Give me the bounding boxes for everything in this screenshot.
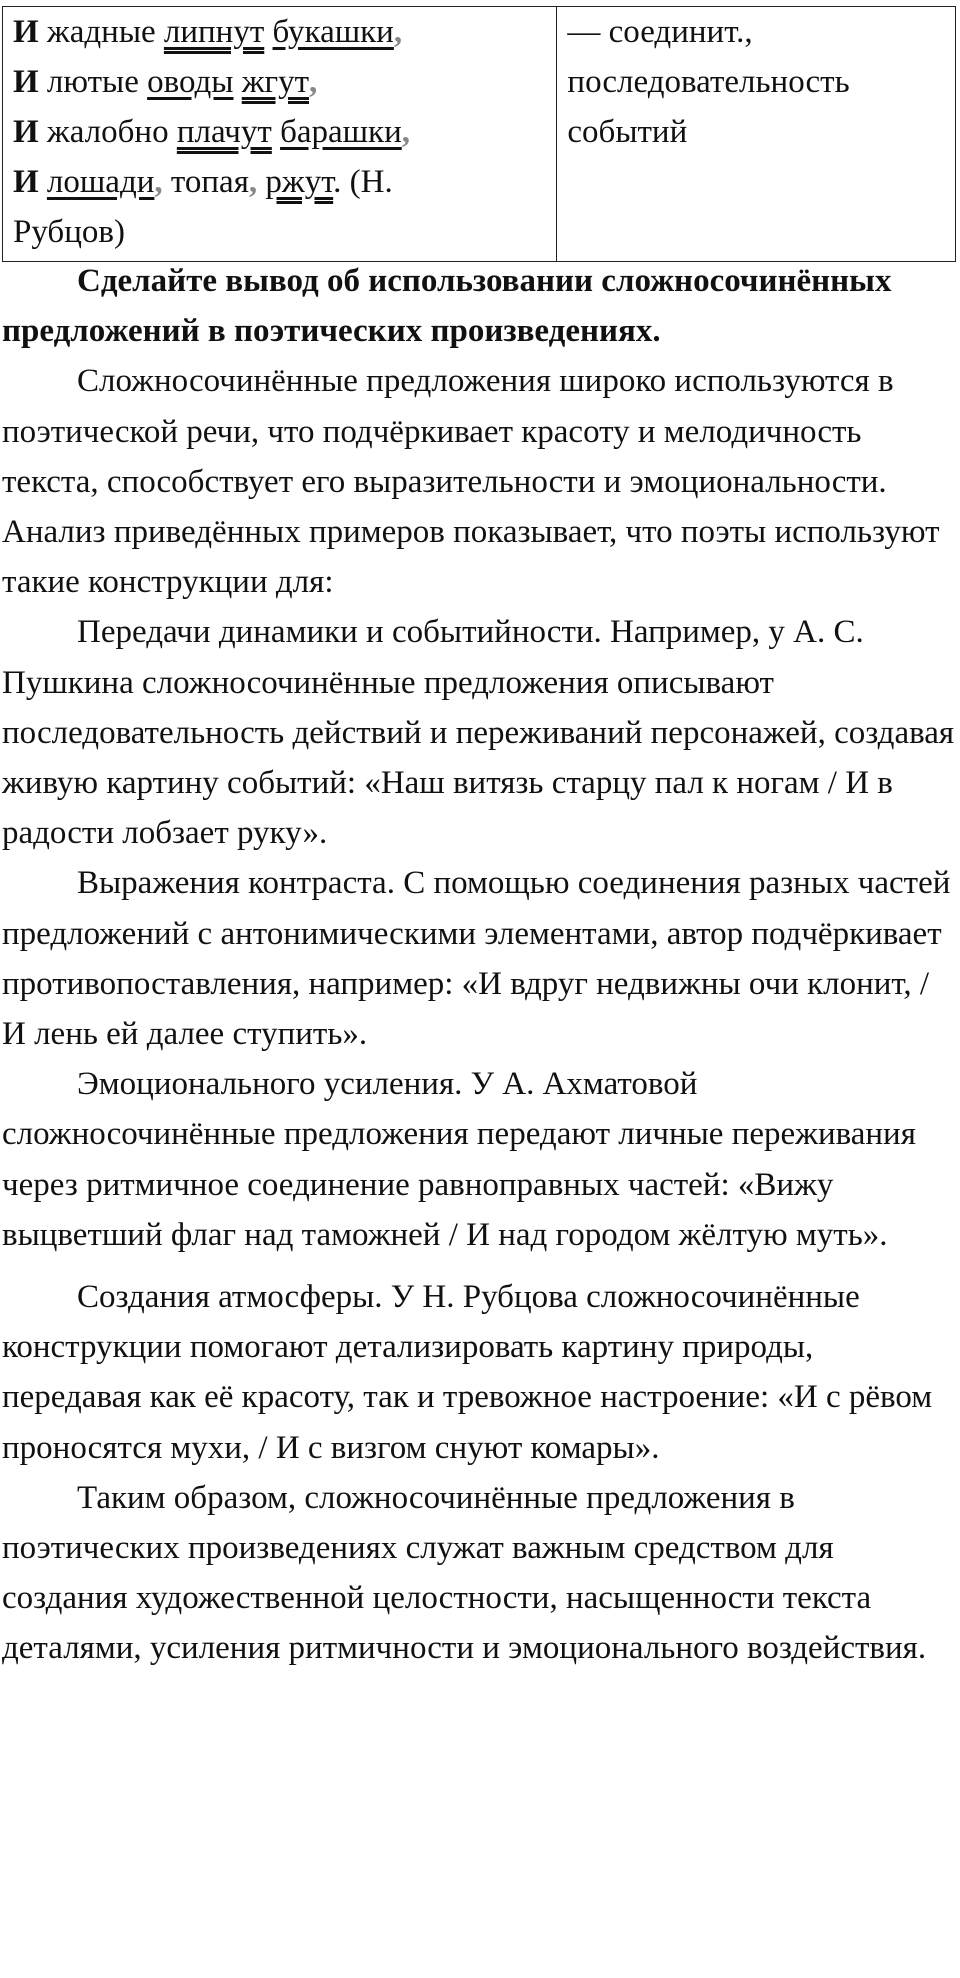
plain-text: Рубцов) <box>13 214 125 250</box>
conjunction-word: И <box>13 14 39 50</box>
comment-line: последовательность <box>567 64 850 100</box>
predicate-word: жгут <box>241 64 309 100</box>
poem-line <box>13 157 548 207</box>
predicate-word: ржут <box>265 164 334 200</box>
plain-text: жадные <box>38 14 164 50</box>
poem-cell <box>3 7 557 262</box>
plain-text <box>264 14 272 50</box>
task-heading: Сделайте вывод об использовании сложносочинённых предложений в поэтических произведениях. <box>2 263 892 350</box>
comma-mark: , <box>393 14 403 50</box>
subject-word: букашки <box>272 14 394 50</box>
plain-text <box>233 64 241 100</box>
poem-line <box>13 7 548 57</box>
comment-cell <box>557 7 956 262</box>
subject-word: оводы <box>147 64 234 100</box>
comment-line: — соединит., <box>567 14 753 50</box>
poem-line <box>13 207 548 257</box>
plain-text <box>272 114 280 150</box>
plain-text: топая <box>162 164 249 200</box>
poem-line <box>13 107 548 157</box>
paragraph: Создания атмосферы. У Н. Рубцова сложносочинённые конструкции помогают детализировать картину природы, передавая как её красоту, так и тревожное настроение: «И с рёвом проносятся мухи, / И с визгом снуют комары». <box>2 1279 933 1466</box>
conclusion-text <box>2 256 958 1674</box>
predicate-word: липнут <box>163 14 265 50</box>
poem-line <box>13 57 548 107</box>
comma-mark: , <box>248 164 258 200</box>
predicate-word: плачут <box>176 114 272 150</box>
poem-analysis-table <box>2 6 956 262</box>
paragraph: Эмоционального усиления. У А. Ахматовой сложносочинённые предложения передают личные переживания через ритмичное соединение равноправных частей: «Вижу выцветший флаг над таможней / И над городом жёлтую муть». <box>2 1066 916 1253</box>
paragraph: Выражения контраста. С помощью соединения разных частей предложений с антонимическими элементами, автор подчёркивает противопоставления, например: «И вдруг недвижны очи клонит, / И лень ей далее ступить». <box>2 865 951 1053</box>
paragraph: Передачи динамики и событийности. Например, у А. С. Пушкина сложносочинённые предложения описывают последовательность действий и переживаний персонажей, создавая живую картину событий: «Наш витязь старцу пал к ногам / И в радости лобзает руку». <box>2 614 955 852</box>
conjunction-word: И <box>13 64 39 100</box>
paragraph: Таким образом, сложносочинённые предложения в поэтических произведениях служат важным средством для создания художественной целостности, насыщенности текста деталями, усиления ритмичности и эмоционального воздействия. <box>2 1479 927 1667</box>
comma-mark: , <box>154 164 163 200</box>
plain-text: жалобно <box>38 114 177 150</box>
comma-mark: , <box>401 114 410 150</box>
table-row <box>3 7 956 262</box>
comma-mark: , <box>309 64 318 100</box>
comment-line: событий <box>567 114 688 150</box>
subject-word: лошади <box>46 164 155 200</box>
conjunction-word: И <box>13 114 39 150</box>
plain-text <box>39 164 47 200</box>
conjunction-word: И <box>13 164 39 200</box>
paragraph: Сложносочинённые предложения широко используются в поэтической речи, что подчёркивает красоту и мелодичность текста, способствует его выразительности и эмоциональности. Анализ приведённых примеров показывает, что поэты используют такие конструкции для: <box>2 363 940 601</box>
plain-text: лютые <box>38 64 148 100</box>
plain-text: . (Н. <box>333 164 393 200</box>
subject-word: барашки <box>280 114 402 150</box>
